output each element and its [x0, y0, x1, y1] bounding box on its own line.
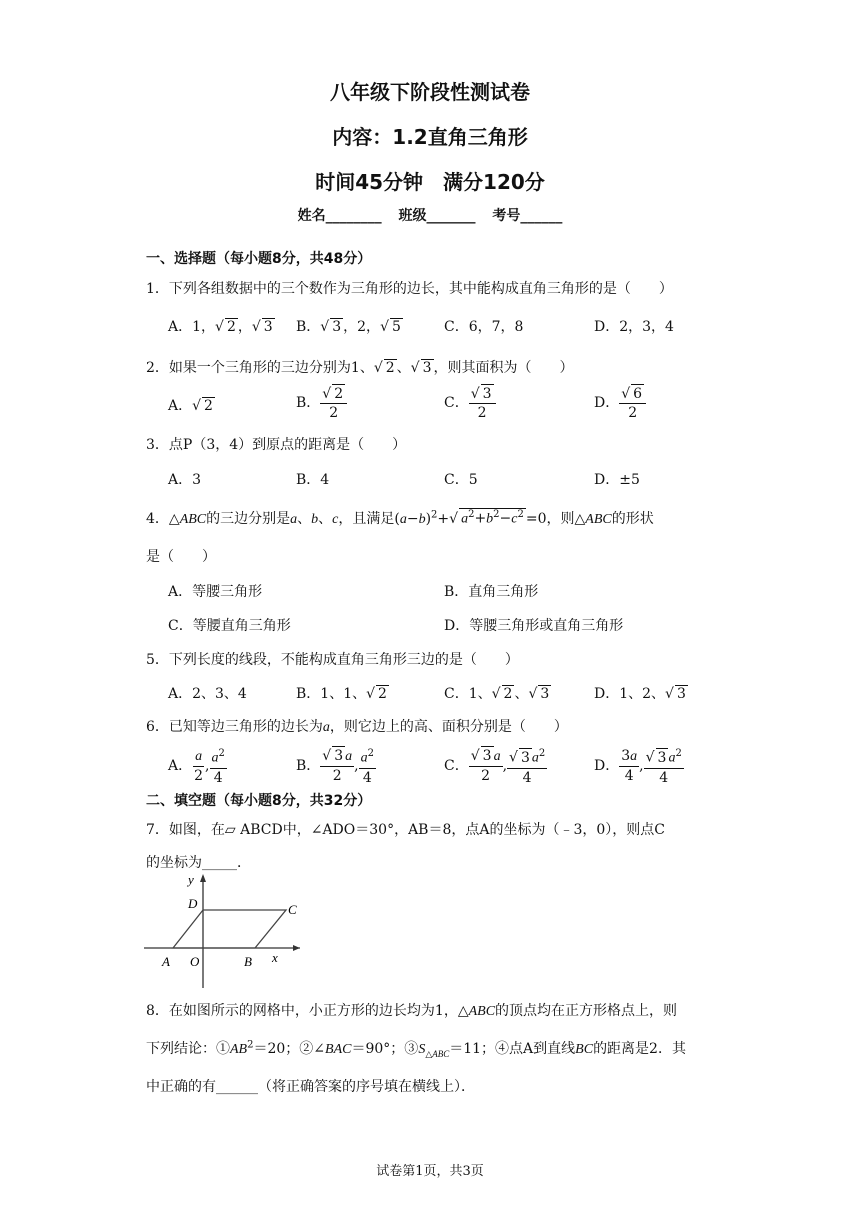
q4-option-d[interactable]: D．等腰三角形或直角三角形: [444, 618, 624, 634]
q2-option-d[interactable]: D． $\frac{√ 6}{2}$: [594, 384, 646, 422]
section1-heading: 一、选择题（每小题8分，共48分）: [146, 251, 372, 267]
q3-stem: 3．点P（3，4）到原点的距离是（ ）: [146, 437, 407, 453]
q1-option-d[interactable]: D．2，3，4: [594, 319, 674, 335]
q7-parallelogram-figure: [140, 870, 310, 990]
exam-no-field[interactable]: 考号______: [492, 208, 563, 224]
q7-line2: 的坐标为_____．: [146, 855, 251, 871]
q2-option-c[interactable]: C． $\frac{√ 3}{2}$: [444, 384, 496, 422]
q6-option-d[interactable]: D． $\frac{3a}{4}$ , $\frac{√ 3 a^2}{4}$: [594, 745, 684, 787]
q8-line2: 下列结论：$①AB^2=20$；②∠BAC＝90°；$③S_{\triangle ABC}=11$；④点A到直线BC的距离是2．其: [146, 1039, 686, 1060]
q4-stem-line1: 4．△ABC的三边分别是a、b、c，且满足$(a-b)^2+√$ $a^2+b^2-c^2 =0$，则△ABC的形状: [146, 509, 654, 527]
q4-option-a[interactable]: A．等腰三角形: [168, 584, 263, 600]
parallelogram-abcd: [173, 910, 286, 948]
q1-option-b[interactable]: B．√ 3 ，2，√ 5: [296, 319, 401, 335]
page-footer: 试卷第1页，共3页: [376, 1164, 484, 1179]
x-axis-arrow: [293, 945, 300, 951]
q5-option-c[interactable]: C．1、√ 2 、√ 3: [444, 686, 550, 702]
page-title: 八年级下阶段性测试卷: [330, 80, 530, 104]
fig-label-x: x: [272, 950, 278, 965]
q1-stem: 1．下列各组数据中的三个数作为三角形的边长，其中能构成直角三角形的是（ ）: [146, 281, 673, 297]
y-axis-arrow: [200, 874, 206, 882]
q3-option-d[interactable]: D．±5: [594, 472, 640, 488]
q2-stem: 2．如果一个三角形的三边分别为1、√ 2 、√ 3 ，则其面积为（ ）: [146, 360, 574, 376]
class-field[interactable]: 班级_______: [398, 208, 476, 224]
q1-option-c[interactable]: C．6，7，8: [444, 319, 524, 335]
fig-label-b: B: [244, 954, 252, 969]
q4-stem-line2: 是（ ）: [146, 549, 216, 565]
fig-label-d: D: [188, 896, 198, 911]
fig-label-a: A: [162, 954, 170, 969]
q4-option-c[interactable]: C．等腰直角三角形: [168, 618, 291, 634]
fig-label-c: C: [288, 902, 297, 917]
q1-option-a[interactable]: A．1，√ 2 ，√ 3: [168, 319, 273, 335]
fig-label-y: y: [188, 872, 194, 887]
name-field[interactable]: 姓名________: [297, 208, 382, 224]
q6-stem: 6．已知等边三角形的边长为a，则它边上的高、面积分别是（ ）: [146, 719, 568, 735]
q5-option-d[interactable]: D．1、2、√ 3: [594, 686, 686, 702]
student-info: [0, 205, 860, 225]
q5-option-a[interactable]: A．2、3、4: [168, 686, 247, 702]
q8-line3: 中正确的有______（将正确答案的序号填在横线上）．: [146, 1079, 475, 1095]
q6-option-b[interactable]: B． $\frac{√ 3 a}{2}$ , $\frac{a^2}{4}$: [296, 745, 376, 787]
q2-option-b[interactable]: B． $\frac{√ 2}{2}$: [296, 384, 347, 422]
q3-option-c[interactable]: C．5: [444, 472, 478, 488]
time-score-line: 时间45分钟 满分120分: [315, 170, 545, 194]
q8-line1: 8．在如图所示的网格中，小正方形的边长均为1，△ABC的顶点均在正方形格点上，则: [146, 1003, 678, 1019]
q2-option-a[interactable]: A．√ 2: [168, 398, 213, 414]
section2-heading: 二、填空题（每小题8分，共32分）: [146, 793, 372, 809]
q7-line1: 7．如图，在▱ ABCD中，∠ADO＝30°，AB＝8，点A的坐标为（﹣3，0），则点C: [146, 822, 666, 838]
q6-option-a[interactable]: A． $\frac{a}{2}$ , $\frac{a^2}{4}$: [168, 745, 227, 787]
q5-option-b[interactable]: B．1、1、√ 2: [296, 686, 387, 702]
q4-option-b[interactable]: B．直角三角形: [444, 584, 539, 600]
q5-stem: 5．下列长度的线段，不能构成直角三角形三边的是（ ）: [146, 652, 519, 668]
fig-label-o: O: [190, 954, 200, 969]
q3-option-a[interactable]: A．3: [168, 472, 202, 488]
content-subtitle: 内容：1.2直角三角形: [332, 125, 528, 149]
q6-option-c[interactable]: C． $\frac{√ 3 a}{2}$ , $\frac{√ 3 a^2}{4}$: [444, 745, 547, 787]
q3-option-b[interactable]: B．4: [296, 472, 330, 488]
